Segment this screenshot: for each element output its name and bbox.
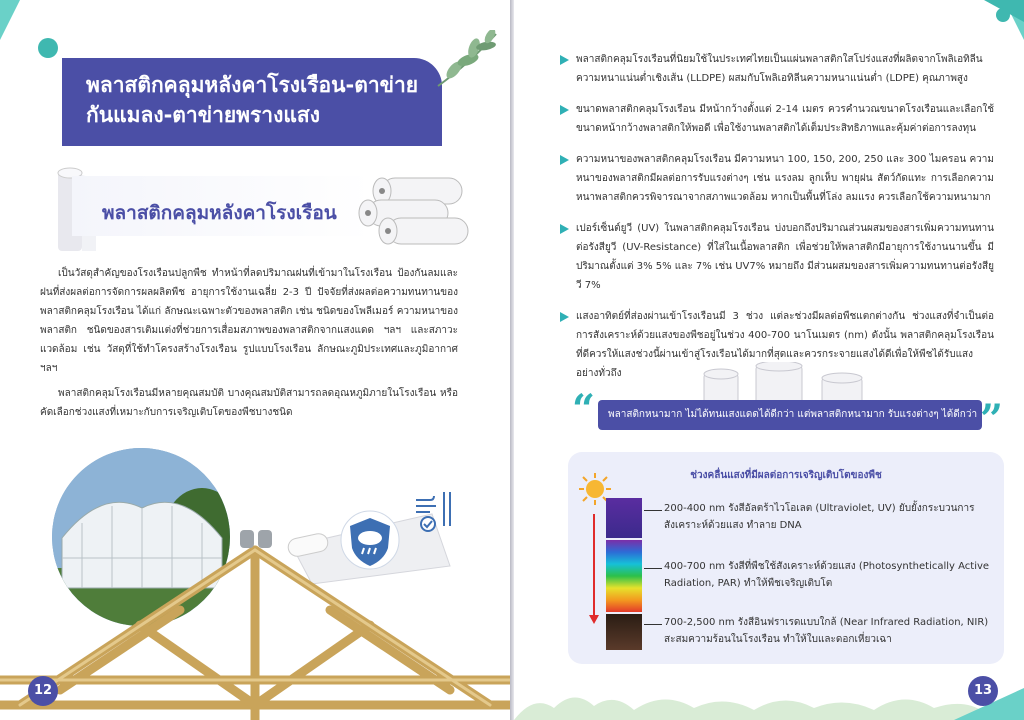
left-page — [0, 0, 510, 720]
spectrum-label-uv: 200-400 nm รังสีอัลตร้าไวโอเลต (Ultraviolet, UV) ยับยั้งกระบวนการสังเคราะห์ด้วยแสง ทำลาย DNA — [664, 503, 975, 531]
arrow-icon — [560, 224, 569, 234]
quote-box — [598, 400, 982, 430]
spectrum-label-nir: 700-2,500 nm รังสีอินฟราเรดแบบใกล้ (Near Infrared Radiation, NIR) สะสมความร้อนในโรงเรือน ทำให้ใบและดอกเหี่ยวเฉา — [664, 617, 989, 645]
page-title: พลาสติกคลุมหลังคาโรงเรือน-ตาข่าย กันแมลง-ตาข่ายพรางแสง — [86, 73, 419, 127]
arrow-icon — [560, 105, 569, 115]
body-paragraph-1: เป็นวัสดุสำคัญของโรงเรือนปลูกพืช ทำหน้าที่ลดปริมาณฝนที่เข้ามาในโรงเรือน ป้องกันลมและฝนที่ส่งผลต่อการจัดการผลผลิตพืช อายุการใช้งานเฉลี่ย 2-3 ปี ปัจจัยที่ส่งผลต่อความทนทานของพลาสติกคลุมโรงเรือน ได้แก่ ลักษณะเฉพาะตัวของพลาสติก เช่น ชนิดของโพลีเมอร์ ความหนาของพลาสติก ชนิดของสารเติมแต่งที่ช่วยการเสื่อมสภาพของพลาสติกจากแสงแดด ฯลฯ และสภาวะแวดล้อม เช่น วัสดุที่ใช้ทำโครงสร้างโรงเรือน รูปแบบโรงเรือน ลักษณะภูมิประเทศและภูมิอากาศ ฯลฯ — [40, 268, 458, 374]
list-item: พลาสติกคลุมโรงเรือนที่นิยมใช้ในประเทศไทยเป็นแผ่นพลาสติกใสโปร่งแสงที่ผลิตจากโพลิเอทิลีนความหนาแน่นต่ำเชิงเส้น (LLDPE) ผสมกับโพลิเอทิลีนความหนาแน่นต่ำ (LDPE) คุณภาพสูง — [560, 50, 994, 88]
title-box — [62, 58, 442, 146]
connector-line — [644, 624, 662, 625]
plastic-rolls-image — [352, 170, 472, 250]
page-number: 13 — [968, 676, 998, 706]
section-banner — [72, 176, 372, 236]
open-quote-icon: “ — [572, 386, 596, 433]
connector-line — [644, 510, 662, 511]
light-spectrum-panel — [568, 452, 1004, 664]
nir-band — [606, 614, 642, 650]
wind-resistance-icon — [414, 490, 454, 534]
list-item: แสงอาทิตย์ที่ส่องผ่านเข้าโรงเรือนมี 3 ช่วง แต่ละช่วงมีผลต่อพืชแตกต่างกัน ช่วงแสงที่จำเป็นต่อการสังเคราะห์ด้วยแสงของพืชอยู่ในช่วง 400-700 นาโนเมตร (nm) ดังนั้น พลาสติกคลุมโรงเรือนที่ดีควรให้แสงช่วงนี้ผ่านเข้าสู่โรงเรือนได้มากที่สุดและควรกระจายแสงได้ดีเพื่อให้พืชได้รับแสงอย่างทั่วถึง — [560, 307, 994, 383]
grass-decoration — [514, 684, 1024, 720]
body-paragraph-2: พลาสติกคลุมโรงเรือนมีหลายคุณสมบัติ บางคุณสมบัติสามารถลดอุณหภูมิภายในโรงเรือน หรือคัดเลือกช่วงแสงที่เหมาะกับการเจริญเติบโตของพืชบางชนิด — [40, 388, 458, 418]
arrow-icon — [560, 55, 569, 65]
bullet-list — [560, 50, 994, 395]
leaf-icon — [430, 30, 502, 90]
teal-dot — [38, 38, 58, 58]
quote-text: พลาสติกหนามาก ไม่ได้ทนแสงแดดได้ดีกว่า แต่พลาสติกหนามาก รับแรงต่างๆ ได้ดีกว่า — [608, 409, 978, 420]
arrow-head-icon — [589, 615, 599, 624]
bamboo-roof-image — [0, 530, 510, 720]
section-title: พลาสติกคลุมหลังคาโรงเรือน — [102, 202, 337, 224]
connector-line — [644, 568, 662, 569]
list-item: ขนาดพลาสติกคลุมโรงเรือน มีหน้ากว้างตั้งแต่ 2-14 เมตร ควรคำนวณขนาดโรงเรือนและเลือกใช้ขนาดหน้ากว้างพลาสติกให้พอดี เพื่อใช้งานพลาสติกได้เต็มประสิทธิภาพและคุ้มค่าต่อการลงทุน — [560, 100, 994, 138]
teal-dot — [996, 8, 1010, 22]
right-page — [514, 0, 1024, 720]
uv-band — [606, 498, 642, 538]
par-band — [606, 540, 642, 612]
list-item: เปอร์เซ็นต์ยูวี (UV) ในพลาสติกคลุมโรงเรือน บ่งบอกถึงปริมาณส่วนผสมของสารเพิ่มความทนทานต่อรังสียูวี (UV-Resistance) ที่ใส่ในเนื้อพลาสติก เพื่อช่วยให้พลาสติกมีอายุการใช้งานนานขึ้น มีปริมาณตั้งแต่ 3% 5% และ 7% เช่น UV7% หมายถึง มีส่วนผสมของสารเพิ่มความทนทานต่อรังสียูวี 7% — [560, 219, 994, 295]
spectrum-title: ช่วงคลื่นแสงที่มีผลต่อการเจริญเติบโตของพืช — [690, 470, 882, 481]
close-quote-icon: ” — [980, 396, 1004, 443]
arrow-icon — [560, 155, 569, 165]
direction-arrow — [593, 514, 595, 618]
arrow-icon — [560, 312, 569, 322]
spectrum-label-par: 400-700 nm รังสีที่พืชใช้สังเคราะห์ด้วยแสง (Photosynthetically Active Radiation, PAR) ทำให้พืชเจริญเติบโต — [664, 561, 990, 589]
list-item: ความหนาของพลาสติกคลุมโรงเรือน มีความหนา 100, 150, 200, 250 และ 300 ไมครอน ความหนาของพลาสติกมีผลต่อการรับแรงต่างๆ เช่น แรงลม ลูกเห็บ พายุฝน สัตว์กัดแทะ การเลือกความหนาพลาสติกควรพิจารณาจากสภาพแวดล้อม หากเป็นพื้นที่โล่ง ลมแรง ควรเลือกใช้ความหนามาก — [560, 150, 994, 207]
corner-decoration — [0, 0, 20, 40]
page-number: 12 — [28, 676, 58, 706]
